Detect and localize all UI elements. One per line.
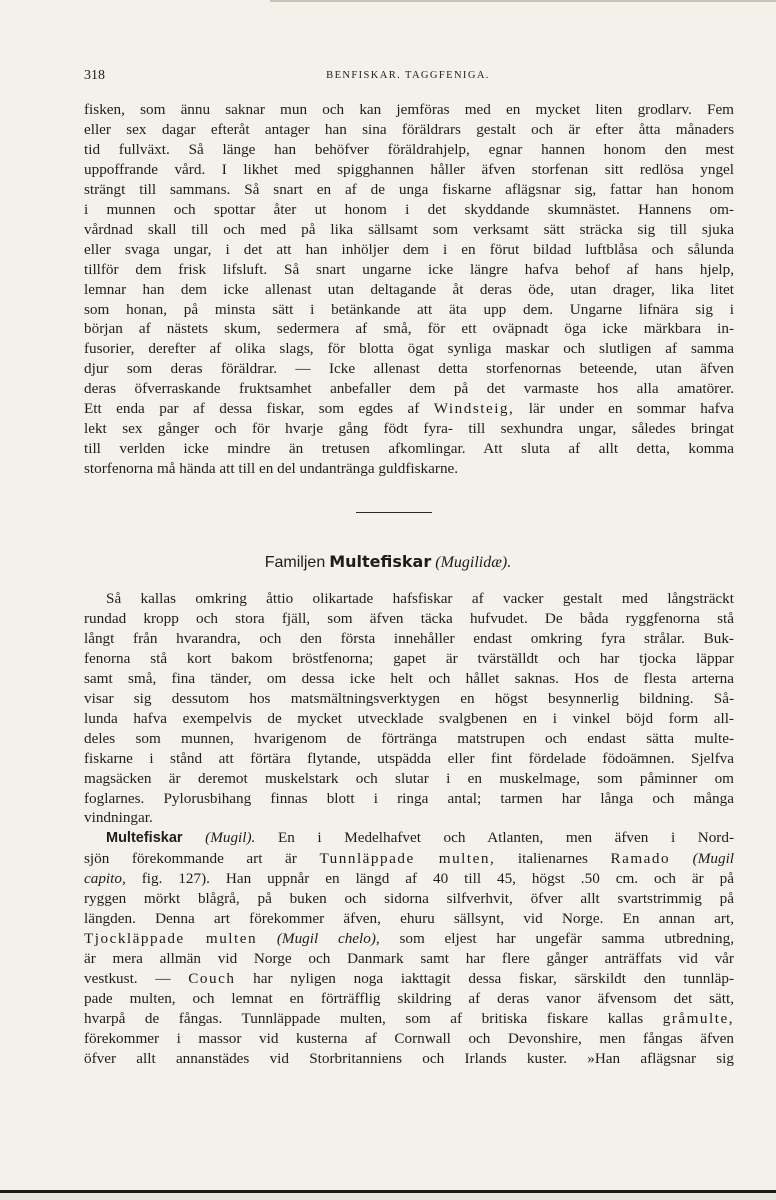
page-number: 318 xyxy=(84,68,105,83)
text-line: till verlden icke mindre än tretusen afkomlingar. Att sluta af allt detta, komma xyxy=(84,440,734,458)
text-line xyxy=(84,869,734,889)
text-line: som honan, på minsta sätt i betänkande att äta upp dem. Ungarne lifnära sig i xyxy=(84,300,734,318)
vernacular-name: Ramado xyxy=(610,850,671,868)
latin-name: (Mugil chelo), xyxy=(276,930,380,948)
text-fragment: hvarpå de fångas. Tunnläppade multen, som af britiska fiskare kallas xyxy=(84,1010,644,1028)
text-line: fenorna stå kort bakom bröstfenorna; gapet är tvärställdt och har tjocka läppar xyxy=(84,649,734,667)
paragraph-storfenor xyxy=(84,100,734,479)
vernacular-name: gråmulte, xyxy=(662,1010,734,1028)
text-line: visar sig dessutom hos matsmältningsverktygen en högst besynnerlig bildning. Så- xyxy=(84,689,734,707)
text-fragment: Ett enda par af dessa fiskar, som egdes af xyxy=(84,400,420,418)
text-line: eller sex dagar efteråt antager han sina föräldrars gestalt och är efter åtta månaders xyxy=(84,120,734,138)
text-line: förekommer i massor vid kusterna af Cornwall och Devonshire, men fångas äfven xyxy=(84,1029,734,1047)
text-line: samt små, fina tänder, om dessa icke helt och hållet saknas. Hos de flesta arterna xyxy=(84,669,734,687)
text-fragment: vestkust. — xyxy=(84,970,171,988)
text-line: fiskarne i stånd att förtära flytande, utspädda eller fint fördelade födoämnen. Sjelfva xyxy=(84,749,734,767)
text-line xyxy=(84,849,734,869)
text-line: deras öfverraskande fruktsamhet anbefaller dem på det varmaste hos alla amatörer. xyxy=(84,380,734,398)
latin-name: capito, xyxy=(84,870,126,888)
text-line: eller svaga ungar, i det att han inhöljer dem i en förut bildad luftblåsa och sålunda xyxy=(84,240,734,258)
text-line xyxy=(84,828,734,849)
text-line: i munnen och spottar åter ut honom i det skyddande skumnästet. Hannens om- xyxy=(84,200,734,218)
running-title: BENFISKAR. TAGGFENIGA. xyxy=(326,70,490,81)
text-fragment: lär under en sommar hafva xyxy=(528,400,735,418)
text-line: lunda hafva exempelvis de mycket utvecklade svalgbenen en i vinkel böjd form all- xyxy=(84,709,734,727)
text-line: Så kallas omkring åttio olikartade hafsfiskar af vacker gestalt med långsträckt xyxy=(106,590,734,607)
text-line: djur som deras föräldrar. — Icke allenast detta storfenornas beteende, utan äfven xyxy=(84,360,734,378)
text-line xyxy=(84,929,734,949)
text-line: längden. Denna art förekommer äfven, ehuru sällsynt, vid Norge. En annan art, xyxy=(84,910,734,928)
species-name: Tjockläppade multen xyxy=(84,930,258,948)
text-fragment: En i Medelhafvet och Atlanten, men äfven i Nord- xyxy=(277,829,735,847)
latin-name: (Mugil xyxy=(692,850,735,868)
text-fragment: fig. 127). Han uppnår en längd af 40 till 45, högst .50 cm. och är på xyxy=(141,870,734,888)
species-name: Tunnläppade multen, xyxy=(319,850,496,868)
page-edge xyxy=(0,1193,776,1200)
text-fragment: som eljest har ungefär samma utbredning, xyxy=(399,930,734,948)
genus-subheading: Multefiskar xyxy=(106,830,183,847)
text-line xyxy=(84,399,734,419)
text-line xyxy=(84,969,734,989)
text-line: uppoffrande vård. I likhet med spigghannen håller äfven storfenan sitt redlösa yngel xyxy=(84,160,734,178)
text-line xyxy=(84,1009,734,1029)
text-line: magsäcken är deremot muskelstark och slutar i en muskelmage, som påminner om xyxy=(84,769,734,787)
text-line: fusorier, derefter af olika slags, för blotta ögat synliga maskar och slutligen af samma xyxy=(84,340,734,358)
text-line: lemnar han dem icke allenast utan deltagande åt deras öde, utan drager, lika litet xyxy=(84,280,734,298)
text-line: tillför dem frisk lifsluft. Så snart ungarne icke längre hafva behof af hans hjelp, xyxy=(84,260,734,278)
text-line: strängt till sammans. Så snart en af de unga fiskarne aflägsnar sig, fattar han honom xyxy=(84,180,734,198)
text-line: tid fullväxt. Så länge han behöfver föräldrahjelp, egnar hannen honom den mest xyxy=(84,140,734,158)
text-line: vårdnad skall till och med på lika sällsamt som verksamt sätt sträcka sig till sjuka xyxy=(84,220,734,238)
text-line: fisken, som ännu saknar mun och kan jemföras med en mycket liten grodlarv. Fem xyxy=(84,101,734,118)
text-fragment: sjön förekommande art är xyxy=(84,850,297,868)
text-line: långt från hvarandra, och den första innehåller endast omkring fyra strålar. Buk- xyxy=(84,629,734,647)
family-heading xyxy=(0,552,776,572)
family-label: Familjen xyxy=(264,554,326,571)
text-line: vindningar. xyxy=(84,809,153,827)
family-name: Multefiskar xyxy=(329,552,432,571)
text-line: ryggen mörkt blågrå, på buken och sidorna silfverhvit, öfver allt svartstrimmig på xyxy=(84,890,734,908)
genus-latin-name: (Mugil). xyxy=(205,829,256,847)
paragraph-multefiskar xyxy=(84,589,734,1069)
top-rule xyxy=(270,0,776,2)
text-line: storfenorna må hända att till en del undantränga guldfiskarne. xyxy=(84,460,459,478)
text-line: lekt sex gånger och för hvarje gång födt fyra- till sexhundra ungar, således bringat xyxy=(84,420,734,438)
person-name-couch: Couch xyxy=(188,970,236,988)
text-fragment: italienarnes xyxy=(517,850,588,868)
text-line: rundad kropp och stora fjäll, som äfven täcka hufvudet. De båda ryggfenorna stå xyxy=(84,609,734,627)
text-line: öfver allt annanstädes vid Storbritanniens och Irlands kuster. »Han aflägsnar sig xyxy=(84,1049,734,1067)
section-divider xyxy=(356,512,432,513)
text-line: foglarnes. Pylorusbihang finnas blott i ringa antal; tarmen har långa och många xyxy=(84,789,734,807)
family-latin-name: (Mugilidæ). xyxy=(435,554,512,571)
text-line: början af nästets skum, sedermera af små, för ett oväpnadt öga icke märkbara in- xyxy=(84,320,734,338)
text-line: pade multen, och lemnat en förträfflig skildring af deras vanor äfvensom det sätt, xyxy=(84,990,734,1008)
text-fragment: har nyligen noga iakttagit dessa fiskar, särskildt den tunnläp- xyxy=(253,970,734,988)
page-header xyxy=(84,68,732,88)
text-line: deles som munnen, hvarigenom de förtränga matstrupen och endast sätta multe- xyxy=(84,729,734,747)
person-name-windsteig: Windsteig, xyxy=(433,400,515,418)
text-line: är mera allmän vid Norge och Danmark samt har flere gånger anträffats vid vår xyxy=(84,950,734,968)
